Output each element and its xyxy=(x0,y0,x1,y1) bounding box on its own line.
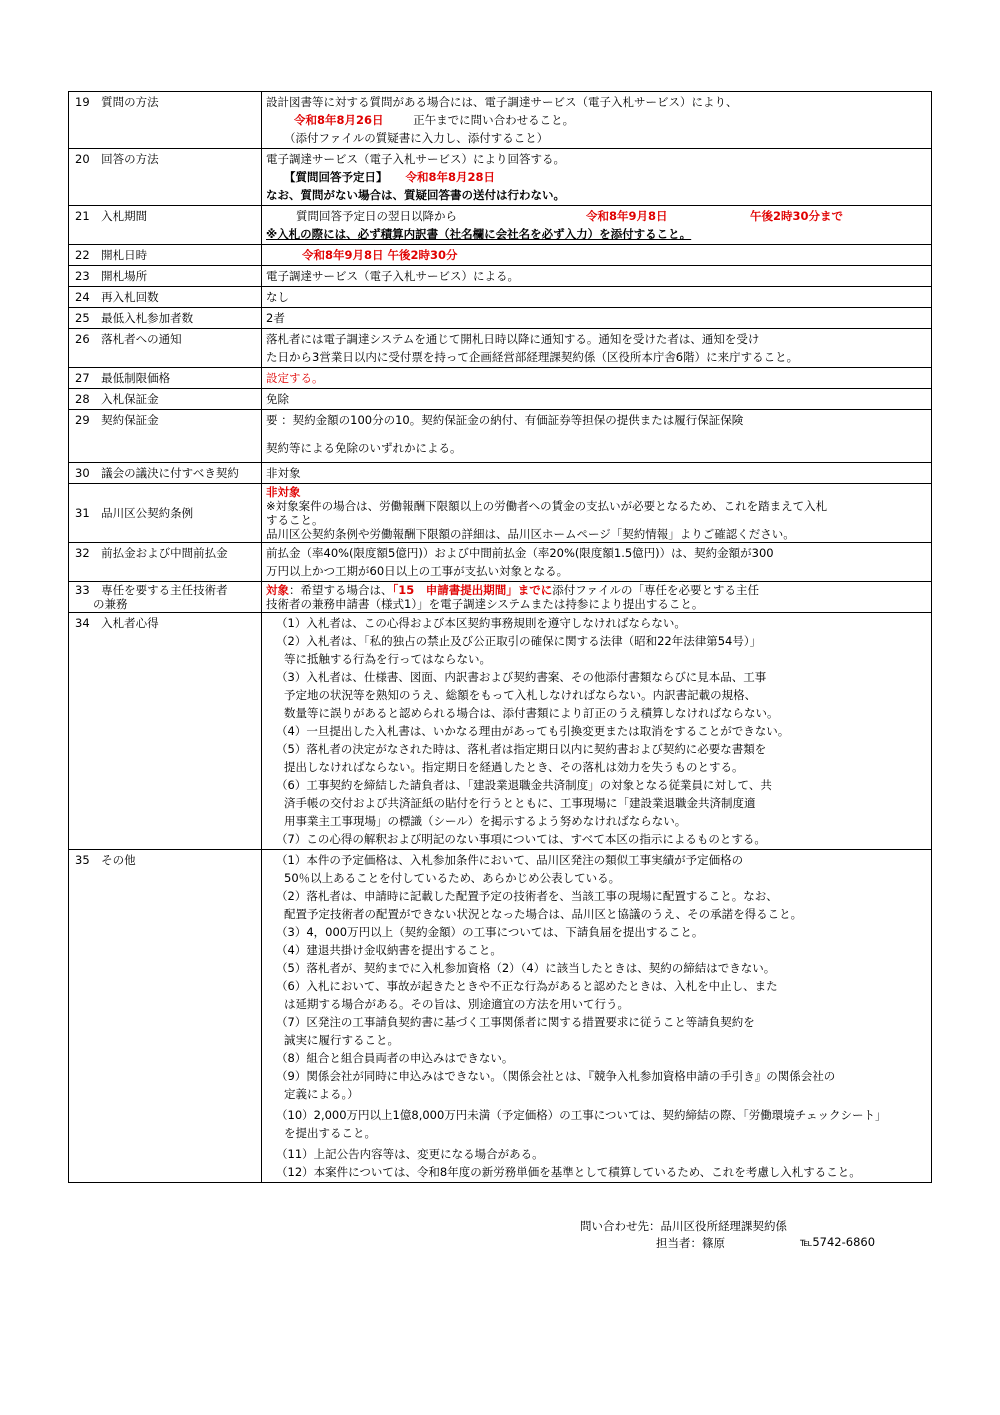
list-item: （3）入札者は、仕様書、図面、内訳書および契約書案、その他添付書類ならびに見本品、工事 xyxy=(276,670,767,684)
text-line: すること。 xyxy=(266,513,324,527)
text-line: 品川区公契約条例や労働報酬下限額の詳細は、品川区ホームページ「契約情報」よりご確認ください。 xyxy=(266,527,795,541)
bid-end-date: 令和8年9月8日 xyxy=(586,209,668,223)
row-28 xyxy=(69,389,932,410)
text-line: 免除 xyxy=(266,392,289,406)
row-label: 23 開札場所 xyxy=(69,266,262,287)
text-line: 要 ：契約金額の100分の10。契約保証金の納付、有価証券等担保の提供または履行保証保険 xyxy=(266,413,744,427)
announcement-table xyxy=(68,91,932,1183)
text-line: 非対象 xyxy=(266,485,301,499)
row-label: 31 品川区公契約条例 xyxy=(69,484,262,543)
row-label: 19 質問の方法 xyxy=(69,92,262,149)
text-line: 設計図書等に対する質問がある場合には、電子調達サービス（電子入札サービス）により、 xyxy=(266,95,738,109)
row-label: 28 入札保証金 xyxy=(69,389,262,410)
row-label: の兼務 xyxy=(93,597,128,611)
row-32 xyxy=(69,543,932,582)
row-19 xyxy=(69,92,932,149)
text-line: 正午までに問い合わせること。 xyxy=(413,113,575,127)
row-23 xyxy=(69,266,932,287)
row-27 xyxy=(69,368,932,389)
text-line: 質問回答予定日の翌日以降から xyxy=(296,209,457,223)
text-line: 技術者の兼務申請書（様式1）」を電子調達システムまたは持参により提出すること。 xyxy=(266,597,704,611)
text-line: 「15 申請書提出期間」までに xyxy=(392,583,553,597)
row-33 xyxy=(69,582,932,613)
list-item: 等に抵触する行為を行ってはならない。 xyxy=(284,652,491,666)
row-label: 35 その他 xyxy=(69,850,262,1183)
phone-number: ℡5742-6860 xyxy=(800,1235,876,1249)
text-line: 契約等による免除のいずれかによる。 xyxy=(266,441,462,455)
person-in-charge: 担当者：篠原 xyxy=(656,1236,725,1250)
list-item: （7）区発注の工事請負契約書に基づく工事関係者に関する措置要求に従うこと等請負契約を xyxy=(276,1015,755,1029)
list-item: 配置予定技術者の配置ができない状況となった場合は、品川区と協議のうえ、その承諾を得ること。 xyxy=(284,907,803,921)
list-item: 予定地の状況等を熟知のうえ、総額をもって入札しなければならない。内訳書記載の規格、 xyxy=(284,688,757,702)
text-line: 設定する。 xyxy=(266,371,324,385)
row-label: 27 最低制限価格 xyxy=(69,368,262,389)
text-line: なお、質問がない場合は、質疑回答書の送付は行わない。 xyxy=(266,188,565,202)
row-label: 32 前払金および中間前払金 xyxy=(69,543,262,582)
list-item: （4）建退共掛け金収納書を提出すること。 xyxy=(276,943,502,957)
list-item: （6）入札において、事故が起きたときや不正な行為があると認めたときは、入札を中止し、また xyxy=(276,979,778,993)
list-item: （1）入札者は、この心得および本区契約事務規則を遵守しなければならない。 xyxy=(276,616,686,630)
row-31 xyxy=(69,484,932,543)
text-line: ※入札の際には、必ず積算内訳書（社名欄に会社名を必ず入力）を添付すること。 xyxy=(266,227,692,241)
list-item: （5）落札者が、契約までに入札参加資格（2）（4）に該当したときは、契約の締結はできない。 xyxy=(276,961,776,975)
contact-info: 問い合わせ先：品川区役所経理課契約係 xyxy=(580,1219,787,1233)
row-34 xyxy=(69,613,932,850)
row-22 xyxy=(69,245,932,266)
list-item: （2）落札者は、申請時に記載した配置予定の技術者を、当該工事の現場に配置すること。なお、 xyxy=(276,889,778,903)
list-item: は延期する場合がある。その旨は、別途適宜の方法を用いて行う。 xyxy=(284,997,629,1011)
text-line: 【質問回答予定日】 xyxy=(284,170,388,184)
list-item: （6）工事契約を締結した請負者は、「建設業退職金共済制度」の対象となる従業員に対して、共 xyxy=(276,778,772,792)
opening-datetime: 令和8年9月8日 午後2時30分 xyxy=(302,248,458,262)
row-label: 26 落札者への通知 xyxy=(69,329,262,368)
row-label: 29 契約保証金 xyxy=(69,410,262,463)
list-item: （8）組合と組合員両者の申込みはできない。 xyxy=(276,1051,514,1065)
row-content xyxy=(262,149,932,206)
list-item: （7）この心得の解釈および明記のない事項については、すべて本区の指示によるものとする。 xyxy=(276,832,766,846)
row-26 xyxy=(69,329,932,368)
list-item: 50％以上あることを付しているため、あらかじめ公表している。 xyxy=(284,871,621,885)
deadline-date: 令和8年8月26日 xyxy=(294,113,384,127)
list-item: を提出すること。 xyxy=(284,1126,376,1140)
list-item: （11）上記公告内容等は、変更になる場合がある。 xyxy=(276,1147,544,1161)
text-line: ※対象案件の場合は、労働報酬下限額以上の労働者への賃金の支払いが必要となるため、これを踏まえて入札 xyxy=(266,499,828,513)
text-line: ：希望する場合は、 xyxy=(289,583,393,597)
text-line: 電子調達サービス（電子入札サービス）による。 xyxy=(266,269,519,283)
row-29 xyxy=(69,410,932,463)
text-line: 万円以上かつ工期が60日以上の工事が支払い対象となる。 xyxy=(266,564,569,578)
list-item: （1）本件の予定価格は、入札参加条件において、品川区発注の類似工事実績が予定価格の xyxy=(276,853,744,867)
list-item: 提出しなければならない。指定期日を経過したとき、その落札は効力を失うものとする。 xyxy=(284,760,744,774)
list-item: 誠実に履行すること。 xyxy=(284,1033,399,1047)
text-line: 2者 xyxy=(266,311,285,325)
text-line: 対象 xyxy=(266,583,289,597)
row-content xyxy=(262,92,932,149)
list-item: （3）4，000万円以上（契約金額）の工事については、下請負届を提出すること。 xyxy=(276,925,704,939)
row-21 xyxy=(69,206,932,245)
list-item: 用事業主工事現場」の標識（シール）を掲示するよう努めなければならない。 xyxy=(284,814,687,828)
list-item: 数量等に誤りがあると認められる場合は、添付書類により訂正のうえ積算しなければならない。 xyxy=(284,706,779,720)
text-line: 非対象 xyxy=(266,466,301,480)
row-label: 33 専任を要する主任技術者 xyxy=(75,583,228,597)
row-content xyxy=(262,206,932,245)
text-line: た日から3営業日以内に受付票を持って企画経営部経理課契約係（区役所本庁舎6階）に来庁すること。 xyxy=(266,350,799,364)
row-25 xyxy=(69,308,932,329)
row-label: 24 再入札回数 xyxy=(69,287,262,308)
row-label: 30 議会の議決に付すべき契約 xyxy=(69,463,262,484)
answer-date: 令和8年8月28日 xyxy=(405,170,496,184)
list-item: 済手帳の交付および共済証紙の貼付を行うとともに、工事現場に「建設業退職金共済制度適 xyxy=(284,796,756,810)
list-item: （10）2,000万円以上1億8,000万円未満（予定価格）の工事については、契約締結の際、「労働環境チェックシート」 xyxy=(276,1108,887,1122)
bid-end-time: 午後2時30分まで xyxy=(750,209,844,223)
list-item: （12）本案件については、令和8年度の新労務単価を基準として積算しているため、これを考慮し入札すること。 xyxy=(276,1165,861,1179)
list-item: （9）関係会社が同時に申込みはできない。（関係会社とは、『競争入札参加資格申請の手引き』の関係会社の xyxy=(276,1069,836,1083)
row-20 xyxy=(69,149,932,206)
row-label: 22 開札日時 xyxy=(69,245,262,266)
list-item: （5）落札者の決定がなされた時は、落札者は指定期日以内に契約書および契約に必要な書類を xyxy=(276,742,767,756)
text-line: なし xyxy=(266,290,289,304)
list-item: （4）一旦提出した入札書は、いかなる理由があっても引換変更または取消をすることができない。 xyxy=(276,724,790,738)
row-label: 20 回答の方法 xyxy=(69,149,262,206)
row-24 xyxy=(69,287,932,308)
row-label: 25 最低入札参加者数 xyxy=(69,308,262,329)
list-item: 定義による。） xyxy=(284,1087,359,1101)
row-35 xyxy=(69,850,932,1183)
text-line: 添付ファイルの「専任を必要とする主任 xyxy=(552,583,760,597)
text-line: 落札者には電子調達システムを通じて開札日時以降に通知する。通知を受けた者は、通知を受け xyxy=(266,332,760,346)
row-label: 34 入札者心得 xyxy=(69,613,262,850)
list-item: （2）入札者は、「私的独占の禁止及び公正取引の確保に関する法律（昭和22年法律第54号）」 xyxy=(276,634,762,648)
text-line: （添付ファイルの質疑書に入力し、添付すること） xyxy=(284,131,549,145)
row-30 xyxy=(69,463,932,484)
row-label: 21 入札期間 xyxy=(69,206,262,245)
text-line: 前払金（率40%(限度額5億円)）および中間前払金（率20%(限度額1.5億円)）は、契約金額が300 xyxy=(266,546,774,560)
text-line: 電子調達サービス（電子入札サービス）により回答する。 xyxy=(266,152,565,166)
